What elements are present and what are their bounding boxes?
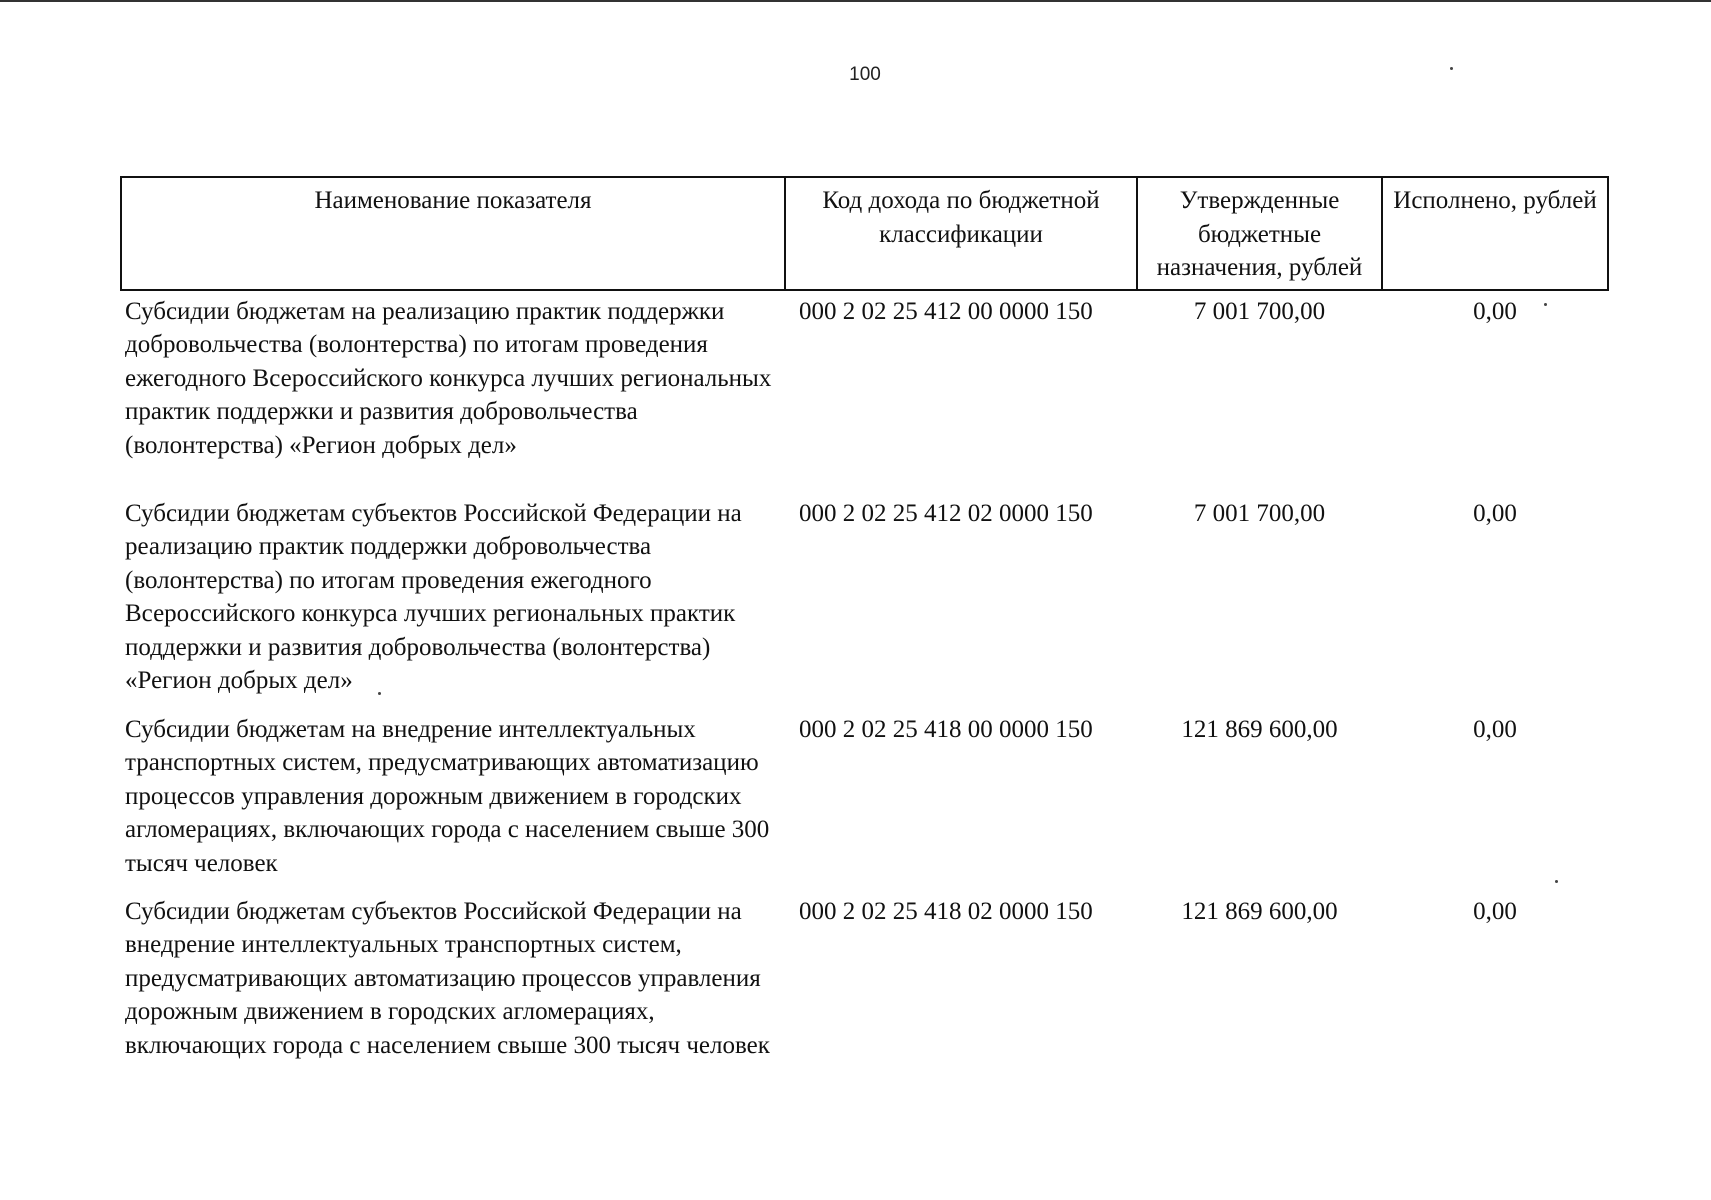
executed-amount: 0,00 — [1473, 715, 1517, 743]
approved-amount: 7 001 700,00 — [1193, 297, 1326, 325]
approved-amount: 121 869 600,00 — [1181, 715, 1338, 743]
executed-amount: 0,00 — [1473, 297, 1517, 325]
header-name: Наименование показателя — [121, 177, 785, 290]
executed-amount: 0,00 — [1473, 897, 1517, 925]
income-code: 000 2 02 25 418 02 0000 150 — [799, 897, 1093, 925]
income-code: 000 2 02 25 412 00 0000 150 — [799, 297, 1093, 325]
approved-amount: 7 001 700,00 — [1193, 499, 1326, 527]
header-approved: Утвержденные бюджетные назначения, рублей — [1137, 177, 1382, 290]
table-row — [121, 290, 1608, 493]
approved-amount: 121 869 600,00 — [1181, 897, 1338, 925]
page-number: 100 — [849, 64, 881, 85]
header-executed: Исполнено, рублей — [1382, 177, 1608, 290]
top-border-line — [0, 0, 1711, 2]
header-row — [121, 177, 1608, 290]
table-row — [121, 891, 1608, 1095]
table-header — [121, 177, 1608, 290]
table-row — [121, 709, 1608, 891]
indicator-name: Субсидии бюджетам на внедрение интеллектуальных транспортных систем, предусматривающих автоматизацию процессов управления дорожным движением в городских агломерациях, включающих города с населением свыше 300 тысяч человек — [125, 715, 770, 877]
executed-amount: 0,00 — [1473, 499, 1517, 527]
table-row — [121, 493, 1608, 709]
scan-speck — [1450, 67, 1453, 70]
indicator-name: Субсидии бюджетам субъектов Российской Федерации на внедрение интеллектуальных транспортных систем, предусматривающих автоматизацию процессов управления дорожным движением в городских агломерациях, включающих города с населением свыше 300 тысяч человек — [125, 897, 770, 1059]
indicator-name: Субсидии бюджетам на реализацию практик поддержки добровольчества (волонтерства) по итогам проведения ежегодного Всероссийского конкурса лучших региональных практик поддержки и развития добровольчества (волонтерства) «Регион добрых дел» — [125, 297, 772, 459]
indicator-name: Субсидии бюджетам субъектов Российской Федерации на реализацию практик поддержки добровольчества (волонтерства) по итогам проведения ежегодного Всероссийского конкурса лучших региональных практик поддержки и развития добровольчества (волонтерства) «Регион добрых дел» — [125, 499, 742, 694]
income-code: 000 2 02 25 412 02 0000 150 — [799, 499, 1093, 527]
income-code: 000 2 02 25 418 00 0000 150 — [799, 715, 1093, 743]
budget-table — [120, 176, 1609, 1095]
table-body — [121, 290, 1608, 1095]
header-code: Код дохода по бюджетной классификации — [785, 177, 1137, 290]
